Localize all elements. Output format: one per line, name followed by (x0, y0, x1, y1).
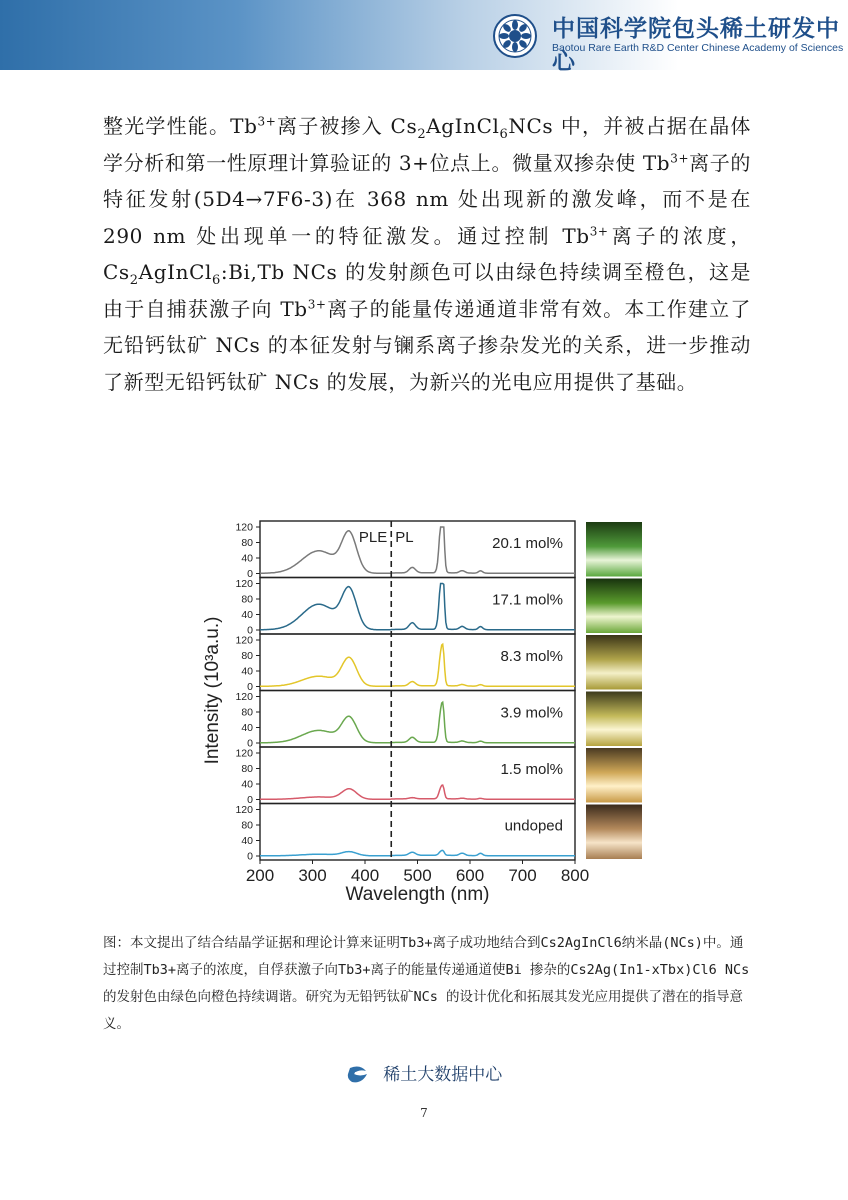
y-tick-label: 120 (235, 578, 253, 590)
caption-text: 图：本文提出了结合结晶学证据和理论计算来证明Tb3+离子成功地结合到Cs2AgInCl6纳米晶(NCs)中。通过控制Tb3+离子的浓度，自俘获激子向Tb3+离子的能量传递通道使Bi 掺杂的Cs2Ag(In1-xTbx)Cl6 NCs 的发射色由绿色向橙色持续调谐。研究为无铅钙钛矿NCs 的设计优化和拓展其发光应用提供了潜在的指导意义。 (103, 935, 750, 1032)
y-tick-label: 40 (241, 552, 253, 565)
y-tick-label: 0 (247, 850, 253, 863)
page-number: 7 (420, 1106, 428, 1120)
x-axis-label: Wavelength (nm) (345, 884, 490, 905)
emission-photo-swatch (586, 579, 642, 634)
y-axis-label: Intensity (10³a.u.) (202, 616, 223, 765)
emission-photo-swatch (586, 805, 642, 860)
x-tick-label: 800 (560, 866, 590, 885)
emission-photo-swatch (586, 522, 642, 577)
x-tick-label: 500 (403, 866, 432, 885)
y-tick-label: 80 (241, 537, 253, 549)
big-data-center-logo-icon (346, 1065, 370, 1085)
x-tick-label: 600 (455, 866, 485, 885)
series-label: 20.1 mol% (492, 535, 563, 552)
y-tick-label: 120 (235, 747, 253, 760)
org-subtitle: Baotou Rare Earth R&D Center Chinese Academy of Sciences (552, 42, 844, 54)
y-tick-label: 120 (235, 804, 253, 816)
body-paragraph: 整光学性能。$Tb^{3+}$离子被掺入 $Cs_2AgInCl_6NCs$ 中，并被占据在晶体学分析和第一性原理计算验证的 3+位点上。微量双掺杂使 $Tb^{3+}$离子的特征发射(5D4→7F6-3)在 368 nm 处出现新的激发峰，而不是在 290 nm 处出现单一的特征激发。通过控制 $Tb^{3+}$离子的浓度，$Cs_2AgInCl_6:Bi,Tb$ NCs 的发射颜色可以由绿色持续调至橙色，这是由于自捕获激子向 $Tb^{3+}$离子的能量传递通道非常有效。本工作建立了无铅钙钛矿 NCs 的本征发射与镧系离子掺杂发光的关系，进一步推动了新型无铅钙钛矿 NCs 的发展，为新兴的光电应用提供了基础。 (103, 114, 751, 394)
y-tick-label: 40 (241, 665, 253, 678)
y-tick-label: 120 (235, 691, 253, 703)
series-label: undoped (504, 817, 563, 835)
cas-emblem-icon (493, 14, 537, 58)
x-tick-label: 200 (245, 866, 275, 885)
x-tick-label: 400 (350, 866, 380, 885)
y-tick-label: 0 (247, 568, 253, 580)
series-label: 17.1 mol% (492, 591, 563, 609)
y-tick-label: 0 (247, 624, 253, 637)
spectra-figure (200, 515, 650, 910)
figure-caption (103, 930, 751, 1038)
series-label: 8.3 mol% (500, 648, 563, 665)
y-tick-label: 40 (241, 722, 253, 734)
y-tick-label: 40 (241, 609, 253, 621)
series-label: 3.9 mol% (500, 704, 563, 722)
emission-photo-swatch (586, 692, 642, 747)
y-tick-label: 40 (241, 778, 253, 791)
y-tick-label: 0 (247, 794, 253, 806)
y-tick-label: 120 (235, 634, 253, 647)
series-line (260, 785, 575, 799)
region-label-pl: PL (395, 529, 414, 546)
org-title: 中国科学院包头稀土研发中心 (552, 16, 840, 75)
y-tick-label: 80 (241, 650, 253, 662)
y-tick-label: 40 (241, 835, 253, 847)
emission-photo-swatch (586, 748, 642, 803)
y-tick-label: 80 (241, 593, 253, 606)
y-tick-label: 80 (241, 763, 253, 775)
brand-text: 稀土大数据中心 (383, 1065, 503, 1085)
series-label: 1.5 mol% (500, 761, 563, 778)
region-label-ple: PLE (358, 529, 388, 546)
series-line (260, 850, 575, 855)
y-tick-label: 0 (247, 737, 253, 750)
footer-brand (0, 1060, 848, 1085)
x-tick-label: 700 (508, 866, 537, 885)
y-tick-label: 0 (247, 681, 253, 693)
y-tick-label: 80 (241, 819, 253, 832)
y-tick-label: 120 (235, 521, 253, 534)
y-tick-label: 80 (241, 706, 253, 719)
x-tick-label: 300 (298, 866, 327, 885)
emission-photo-swatch (586, 635, 642, 690)
